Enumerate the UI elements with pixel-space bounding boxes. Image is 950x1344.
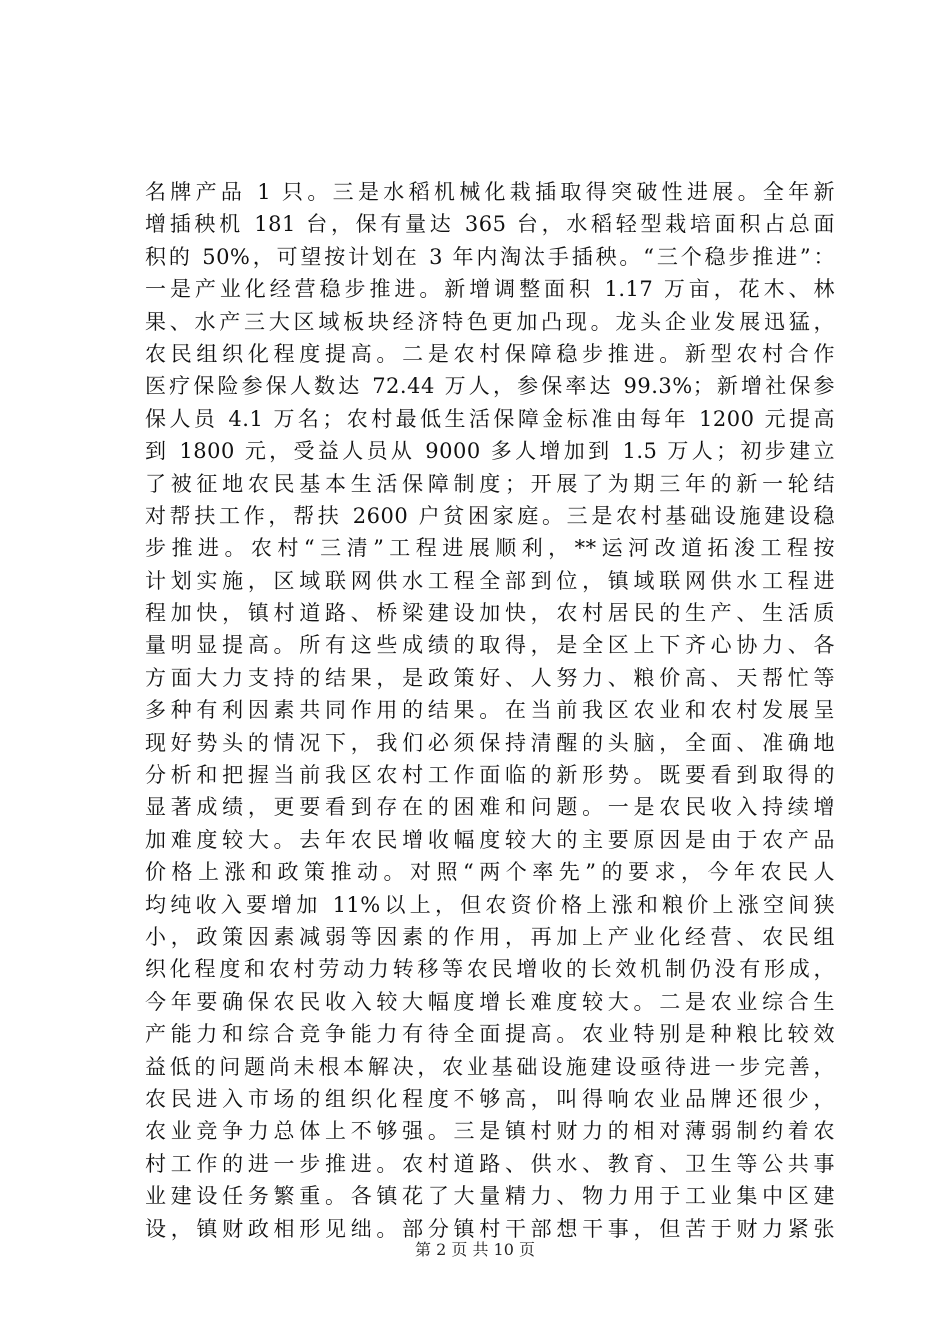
- text-line: 农业竞争力总体上不够强。三是镇村财力的相对薄弱制约着农: [145, 1119, 835, 1144]
- text-line: 现好势头的情况下，我们必须保持清醒的头脑，全面、准确地: [145, 730, 835, 755]
- text-line: 加难度较大。去年农民增收幅度较大的主要原因是由于农产品: [145, 827, 835, 852]
- text-line: 对帮扶工作，帮扶 2600 户贫困家庭。三是农村基础设施建设稳: [145, 503, 835, 528]
- text-line: 均纯收入要增加 11%以上，但农资价格上涨和粮价上涨空间狭: [145, 892, 835, 917]
- text-line: 小，政策因素减弱等因素的作用，再加上产业化经营、农民组: [145, 924, 835, 949]
- text-line: 价格上涨和政策推动。对照“两个率先”的要求，今年农民人: [145, 860, 835, 885]
- text-line: 果、水产三大区域板块经济特色更加凸现。龙头企业发展迅猛，: [145, 309, 835, 334]
- text-line: 步推进。农村“三清”工程进展顺利，**运河改道拓浚工程按: [145, 536, 835, 561]
- text-line: 村工作的进一步推进。农村道路、供水、教育、卫生等公共事: [145, 1151, 835, 1176]
- text-line: 业建设任务繁重。各镇花了大量精力、物力用于工业集中区建: [145, 1184, 835, 1209]
- text-line: 积的 50%，可望按计划在 3 年内淘汰手插秧。“三个稳步推进”：: [145, 244, 835, 269]
- text-line: 益低的问题尚未根本解决，农业基础设施建设亟待进一步完善，: [145, 1054, 835, 1079]
- text-line: 产能力和综合竞争能力有待全面提高。农业特别是种粮比较效: [145, 1022, 835, 1047]
- text-line: 保人员 4.1 万名；农村最低生活保障金标准由每年 1200 元提高: [145, 406, 835, 431]
- text-line: 显著成绩，更要看到存在的困难和问题。一是农民收入持续增: [145, 795, 835, 820]
- text-line: 名牌产品 1 只。三是水稻机械化栽插取得突破性进展。全年新: [145, 180, 835, 204]
- text-line: 方面大力支持的结果，是政策好、人努力、粮价高、天帮忙等: [145, 665, 835, 690]
- text-line: 到 1800 元，受益人员从 9000 多人增加到 1.5 万人；初步建立: [145, 439, 835, 464]
- text-line: 程加快，镇村道路、桥梁建设加快，农村居民的生产、生活质: [145, 601, 835, 626]
- text-line: 增插秧机 181 台，保有量达 365 台，水稻轻型栽培面积占总面: [145, 212, 835, 237]
- text-line: 了被征地农民基本生活保障制度；开展了为期三年的新一轮结: [145, 471, 835, 496]
- text-line: 织化程度和农村劳动力转移等农民增收的长效机制仍没有形成，: [145, 957, 835, 982]
- text-line: 设，镇财政相形见绌。部分镇村干部想干事，但苦于财力紧张: [145, 1216, 835, 1241]
- text-line: 一是产业化经营稳步推进。新增调整面积 1.17 万亩，花木、林: [145, 277, 835, 302]
- text-line: 今年要确保农民收入较大幅度增长难度较大。二是农业综合生: [145, 989, 835, 1014]
- page-footer: 第 2 页 共 10 页: [415, 1240, 535, 1259]
- text-line: 医疗保险参保人数达 72.44 万人，参保率达 99.3%；新增社保参: [145, 374, 835, 399]
- text-line: 农民组织化程度提高。二是农村保障稳步推进。新型农村合作: [145, 341, 835, 366]
- text-line: 分析和把握当前我区农村工作面临的新形势。既要看到取得的: [145, 763, 835, 788]
- text-line: 农民进入市场的组织化程度不够高，叫得响农业品牌还很少，: [145, 1086, 835, 1111]
- text-line: 量明显提高。所有这些成绩的取得，是全区上下齐心协力、各: [145, 633, 835, 658]
- text-line: 多种有利因素共同作用的结果。在当前我区农业和农村发展呈: [145, 698, 835, 723]
- body-text: [145, 176, 835, 1245]
- text-line: 计划实施，区域联网供水工程全部到位，镇域联网供水工程进: [145, 568, 835, 593]
